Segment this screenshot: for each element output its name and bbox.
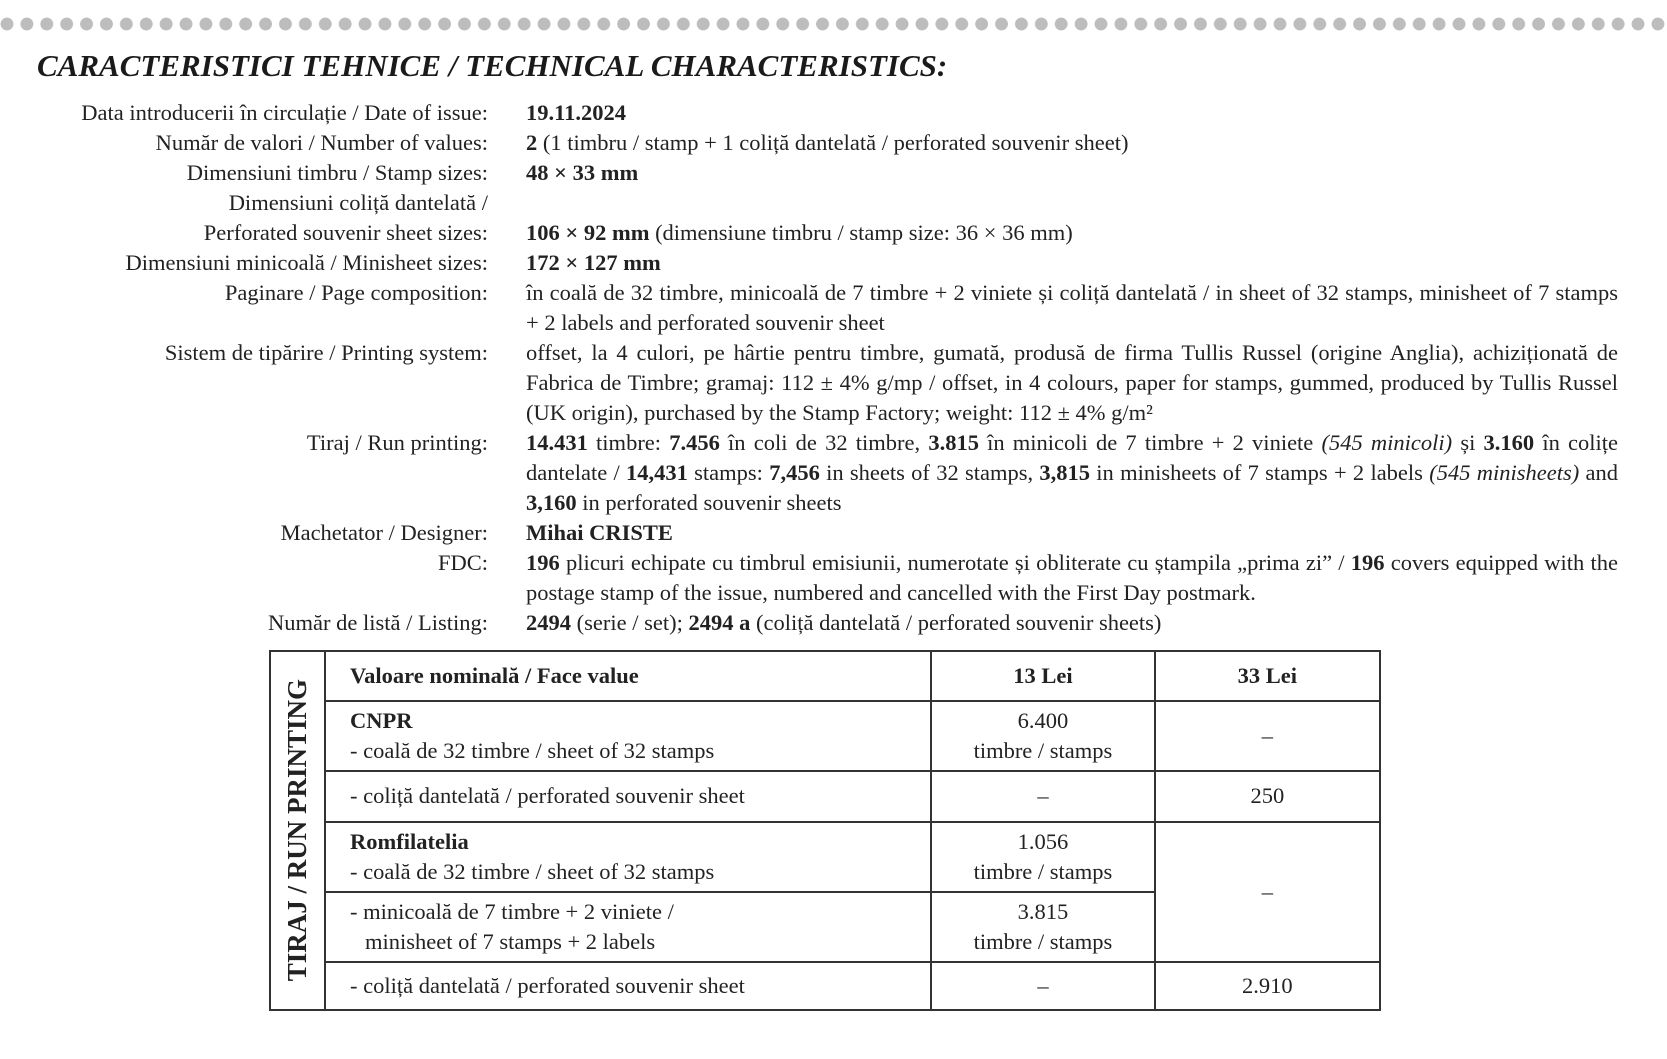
table-cell (931, 962, 1154, 1010)
spec-value (526, 188, 1618, 248)
table-cell (931, 892, 1154, 962)
cell-value: – (1037, 973, 1049, 999)
spec-row-listing (0, 608, 1667, 638)
row-description: - coliță dantelată / perforated souvenir sheet (350, 973, 745, 999)
spec-value: în coală de 32 timbre, minicoală de 7 timbre + 2 viniete și coliță dantelată / in sheet of 32 stamps, minisheet of 7 stamps + 2 labels and perforated souvenir sheet (526, 280, 1618, 335)
spec-label-line: Perforated souvenir sheet sizes: (203, 220, 488, 245)
table-cell (325, 771, 931, 822)
dotted-border (0, 17, 1667, 31)
specs-list (0, 98, 1667, 638)
table-row (270, 701, 1380, 771)
bold-number: 14,431 (626, 460, 688, 485)
table-cell (325, 962, 931, 1010)
bold-number: 2 (526, 130, 538, 155)
value-text: în colițe dantelate / (526, 430, 1619, 485)
table-header-cell (931, 651, 1154, 701)
spec-label: Dimensiuni timbru / Stamp sizes: (186, 160, 488, 185)
spec-value (526, 428, 1618, 518)
value-text: (1 timbru / stamp + 1 coliță dantelată / perforated souvenir sheet) (537, 130, 1129, 155)
row-description: - coală de 32 timbre / sheet of 32 stamps (350, 737, 715, 763)
value-text: timbre: (587, 430, 670, 455)
spec-row-fdc (0, 548, 1667, 608)
bold-number: 3,160 (526, 490, 577, 515)
table-header-row (270, 651, 1380, 701)
table-cell (1155, 962, 1380, 1010)
bold-number: 14.431 (526, 430, 588, 455)
table-cell (325, 701, 931, 771)
sheet-size-value: 106 × 92 mm (526, 220, 650, 245)
bold-number: 3,815 (1039, 460, 1091, 485)
spec-value (526, 608, 1618, 638)
value-text: și (1452, 430, 1484, 455)
stamp-size-value: 48 × 33 mm (526, 160, 639, 185)
cell-unit: timbre / stamps (973, 737, 1113, 763)
table-row (270, 822, 1380, 892)
bold-number: 3.160 (1483, 430, 1535, 455)
row-description: - coală de 32 timbre / sheet of 32 stamps (350, 858, 715, 884)
bold-number: 3.815 (928, 430, 979, 455)
cell-unit: timbre / stamps (973, 858, 1113, 884)
bold-number: 196 (526, 550, 560, 575)
table-cell (325, 892, 931, 962)
spec-value (526, 128, 1618, 158)
spec-row-run-printing (0, 428, 1667, 518)
value-text: (coliță dantelată / perforated souvenir sheets) (750, 610, 1162, 635)
spec-row-sheet-sizes (0, 188, 1667, 248)
value-text: în coli de 32 timbre, (719, 430, 929, 455)
distributor-name: Romfilatelia (350, 828, 469, 854)
spec-row-page-composition (0, 278, 1667, 338)
spec-value (526, 548, 1618, 608)
spec-value (526, 248, 1618, 278)
spec-label: Număr de valori / Number of values: (155, 130, 488, 155)
spec-label: Paginare / Page composition: (224, 280, 488, 305)
header-face-value: Valoare nominală / Face value (350, 662, 639, 688)
value-text: in sheets of 32 stamps, (819, 460, 1040, 485)
spec-label-line: Dimensiuni coliță dantelată / (228, 190, 488, 215)
value-text: (serie / set); (571, 610, 689, 635)
distributor-name: CNPR (350, 707, 413, 733)
table-cell (1155, 822, 1380, 963)
cell-value: – (1261, 879, 1273, 905)
row-description: - coliță dantelată / perforated souvenir sheet (350, 783, 745, 809)
bold-number: 7,456 (769, 460, 820, 485)
spec-row-stamp-sizes (0, 158, 1667, 188)
cell-value: – (1261, 722, 1273, 748)
spec-value (526, 98, 1618, 128)
bold-number: 2494 (526, 610, 571, 635)
spec-row-number-of-values (0, 128, 1667, 158)
table-cell (1155, 701, 1380, 771)
value-text: (dimensiune timbru / stamp size: 36 × 36 mm) (649, 220, 1073, 245)
table-cell (931, 822, 1154, 892)
spec-row-minisheet-sizes (0, 248, 1667, 278)
value-text: covers equipped with the postage stamp of the issue, numbered and cancelled with the First Day postmark. (526, 550, 1619, 605)
cell-value: 3.815 (1017, 899, 1069, 925)
minisheet-size-value: 172 × 127 mm (526, 250, 661, 275)
value-text: in minisheets of 7 stamps + 2 labels (1090, 460, 1430, 485)
section-heading: CARACTERISTICI TEHNICE / TECHNICAL CHARACTERISTICS: (37, 48, 948, 83)
run-printing-table (269, 650, 1381, 1011)
spec-label: Data introducerii în circulație / Date of issue: (81, 100, 488, 125)
spec-label: Număr de listă / Listing: (268, 610, 488, 635)
spec-label: Dimensiuni minicoală / Minisheet sizes: (125, 250, 488, 275)
spec-row-printing-system (0, 338, 1667, 428)
spec-row-date (0, 98, 1667, 128)
table-cell (325, 822, 931, 892)
bold-number: 7.456 (669, 430, 720, 455)
table-row (270, 771, 1380, 822)
table-header-cell (325, 651, 931, 701)
table-cell (931, 771, 1154, 822)
cell-value: 6.400 (1017, 707, 1069, 733)
value-text: in perforated souvenir sheets (576, 490, 842, 515)
table-row (270, 962, 1380, 1010)
row-description: minisheet of 7 stamps + 2 labels (365, 929, 656, 955)
row-description: - minicoală de 7 timbre + 2 viniete / (350, 899, 674, 925)
spec-value (526, 158, 1618, 188)
cell-value: 2.910 (1242, 973, 1293, 999)
table-cell (1155, 771, 1380, 822)
value-text: and (1579, 460, 1618, 485)
spec-value: offset, la 4 culori, pe hârtie pentru timbre, gumată, produsă de firma Tullis Russel (origine Anglia), achiziționată de Fabrica de Timbre; gramaj: 112 ± 4% g/mp / offset, in 4 colours, paper for stamps, gummed, produced by Tullis Russel (UK origin), purchased by the Stamp Factory; weight: 112 ± 4% g/m² (526, 340, 1618, 425)
designer-name: Mihai CRISTE (526, 520, 673, 545)
spec-label: FDC: (437, 550, 488, 575)
spec-label (0, 188, 488, 248)
spec-value (526, 518, 1618, 548)
table-header-cell (1155, 651, 1380, 701)
bold-number: 196 (1350, 550, 1385, 575)
value-text: plicuri echipate cu timbrul emisiunii, numerotate și obliterate cu ștampila „prima zi” / (559, 550, 1351, 575)
header-value-13: 13 Lei (1013, 662, 1073, 688)
spec-label: Sistem de tipărire / Printing system: (164, 340, 488, 365)
bold-number: 2494 a (688, 610, 751, 635)
value-text: stamps: (687, 460, 770, 485)
cell-value: 250 (1250, 783, 1285, 809)
vertical-label: TIRAJ / RUN PRINTING (282, 679, 312, 982)
table-cell (931, 701, 1154, 771)
cell-value: 1.056 (1017, 828, 1069, 854)
italic-note: (545 minisheets) (1429, 460, 1580, 485)
cell-unit: timbre / stamps (973, 929, 1113, 955)
spec-row-designer (0, 518, 1667, 548)
cell-value: – (1037, 783, 1049, 809)
date-value: 19.11.2024 (526, 100, 627, 125)
vertical-label-cell (270, 651, 325, 1010)
header-value-33: 33 Lei (1237, 662, 1297, 688)
spec-label: Tiraj / Run printing: (306, 430, 488, 455)
spec-label: Machetator / Designer: (280, 520, 488, 545)
italic-note: (545 minicoli) (1321, 430, 1453, 455)
value-text: în minicoli de 7 timbre + 2 viniete (978, 430, 1322, 455)
